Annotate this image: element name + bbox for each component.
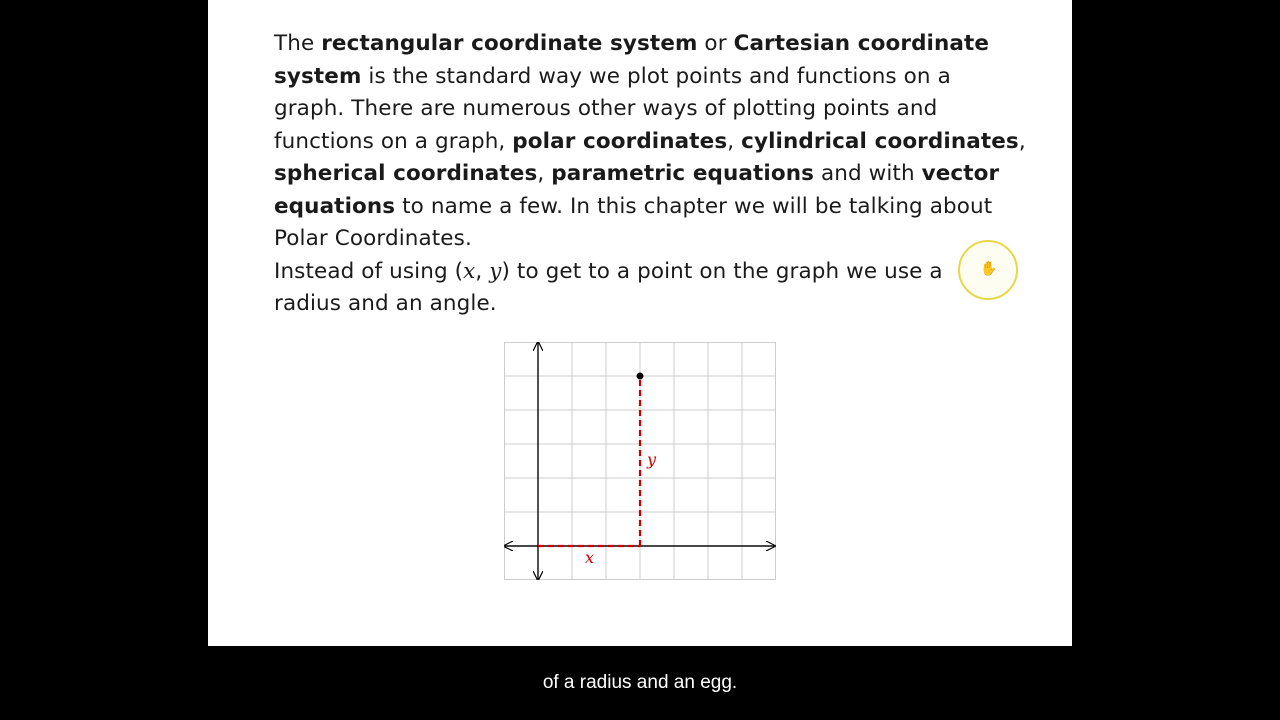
paragraph-line bbox=[274, 191, 1024, 224]
hand-cursor-icon: ✋ bbox=[980, 261, 998, 277]
text-segment: is the standard way we plot points and functions on a bbox=[361, 63, 951, 89]
bold-term: polar coordinates bbox=[512, 128, 728, 154]
y-label: y bbox=[647, 450, 657, 469]
bold-term: parametric equations bbox=[551, 161, 815, 186]
text-segment: to name a few. In this chapter we will be talking about bbox=[395, 193, 993, 219]
text-segment: or bbox=[697, 31, 734, 56]
text-segment: , bbox=[537, 161, 552, 186]
x-label: x bbox=[585, 548, 595, 567]
text-segment: The bbox=[274, 31, 322, 56]
paragraph-line bbox=[274, 93, 1024, 126]
subtitle-caption: of a radius and an egg. bbox=[542, 672, 738, 693]
text-segment: Polar Coordinates. bbox=[274, 226, 472, 251]
paragraph-line bbox=[274, 158, 1024, 191]
paragraph-line bbox=[274, 61, 1024, 94]
paragraph-line bbox=[274, 256, 1024, 289]
text-segment: graph. There are numerous other ways of plotting points and bbox=[274, 96, 938, 121]
coordinate-graph bbox=[504, 342, 776, 580]
text-segment: and with bbox=[814, 161, 922, 186]
text-segment: radius and an angle. bbox=[274, 291, 497, 316]
text-segment: ) to get to a point on the graph we use a bbox=[501, 258, 943, 284]
text-segment: functions on a graph, bbox=[274, 128, 513, 154]
paragraph-line bbox=[274, 223, 1024, 256]
paragraph-line bbox=[274, 288, 1024, 321]
bold-term: spherical coordinates bbox=[274, 161, 538, 186]
slide bbox=[208, 0, 1072, 646]
math-variable: x bbox=[463, 258, 476, 284]
bold-term: system bbox=[274, 63, 362, 89]
plotted-point bbox=[637, 373, 644, 380]
paragraph-line bbox=[274, 126, 1024, 159]
math-variable: y bbox=[489, 258, 502, 284]
bold-term: cylindrical coordinates bbox=[741, 128, 1019, 154]
paragraph-line bbox=[274, 28, 1024, 61]
slide-paragraph bbox=[274, 28, 1024, 321]
text-segment: , bbox=[1018, 128, 1026, 154]
bold-term: Cartesian coordinate bbox=[733, 31, 990, 56]
text-segment: , bbox=[475, 258, 490, 284]
text-segment: Instead of using ( bbox=[274, 258, 464, 284]
text-segment: , bbox=[727, 128, 742, 154]
bold-term: equations bbox=[274, 193, 396, 219]
bold-term: rectangular coordinate system bbox=[321, 31, 698, 56]
bold-term: vector bbox=[921, 161, 1000, 186]
